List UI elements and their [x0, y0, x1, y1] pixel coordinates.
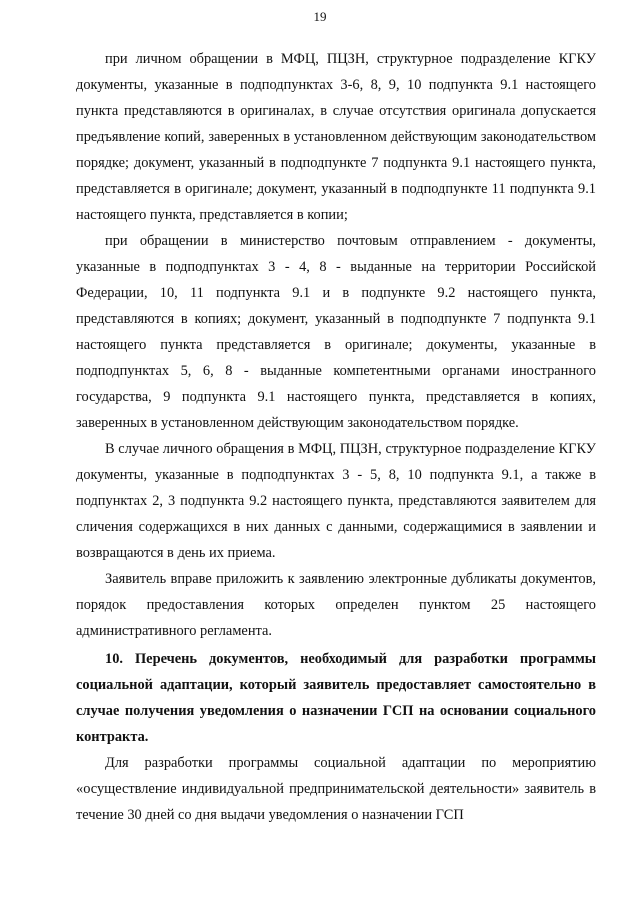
paragraph-social-adaptation-program: Для разработки программы социальной адаптации по мероприятию «осуществление индивидуальной предпринимательской деятельности» заявитель в течение 30 дней со дня выдачи уведомления о назначении ГСП [76, 755, 596, 823]
section-heading-10: 10. Перечень документов, необходимый для разработки программы социальной адаптации, который заявитель предоставляет самостоятельно в случае получения уведомления о назначении ГСП на основании социального контракта. [76, 651, 596, 745]
paragraph-personal-submission: при личном обращении в МФЦ, ПЦЗН, структурное подразделение КГКУ документы, указанные в подподпунктах 3-6, 8, 9, 10 подпункта 9.1 настоящего пункта представляются в оригиналах, в случае отсутствия оригинала допускается предъявление копий, заверенных в установленном действующим законодательством порядке; документ, указанный в подподпункте 7 подпункта 9.1 настоящего пункта, представляется в оригинале; документ, указанный в подподпункте 11 подпункта 9.1 настоящего пункта, представляется в копии; [76, 51, 596, 223]
paragraph-document-verification: В случае личного обращения в МФЦ, ПЦЗН, структурное подразделение КГКУ документы, указанные в подподпунктах 3 - 5, 8, 10 подпункта 9.1, а также в подпунктах 2, 3 подпункта 9.2 настоящего пункта, представляются заявителем для сличения содержащихся в них данных с данными, содержащимися в заявлении и возвращаются в день их приема. [76, 441, 596, 561]
paragraph-electronic-duplicates: Заявитель вправе приложить к заявлению электронные дубликаты документов, порядок предоставления которых определен пунктом 25 настоящего административного регламента. [76, 571, 596, 639]
page-number: 19 [313, 9, 327, 24]
document-body [76, 46, 596, 828]
paragraph-postal-submission: при обращении в министерство почтовым отправлением - документы, указанные в подподпунктах 3 - 4, 8 - выданные на территории Российской Федерации, 10, 11 подпункта 9.1 и в подпункте 9.2 настоящего пункта, представляются в копиях; документ, указанный в подподпункте 7 подпункта 9.1 настоящего пункта представляется в оригинале; документы, указанные в подподпунктах 5, 6, 8 - выданные компетентными органами иностранного государства, 9 подпункта 9.1 настоящего пункта, представляется в копиях, заверенных в установленном действующим законодательством порядке. [76, 233, 596, 431]
